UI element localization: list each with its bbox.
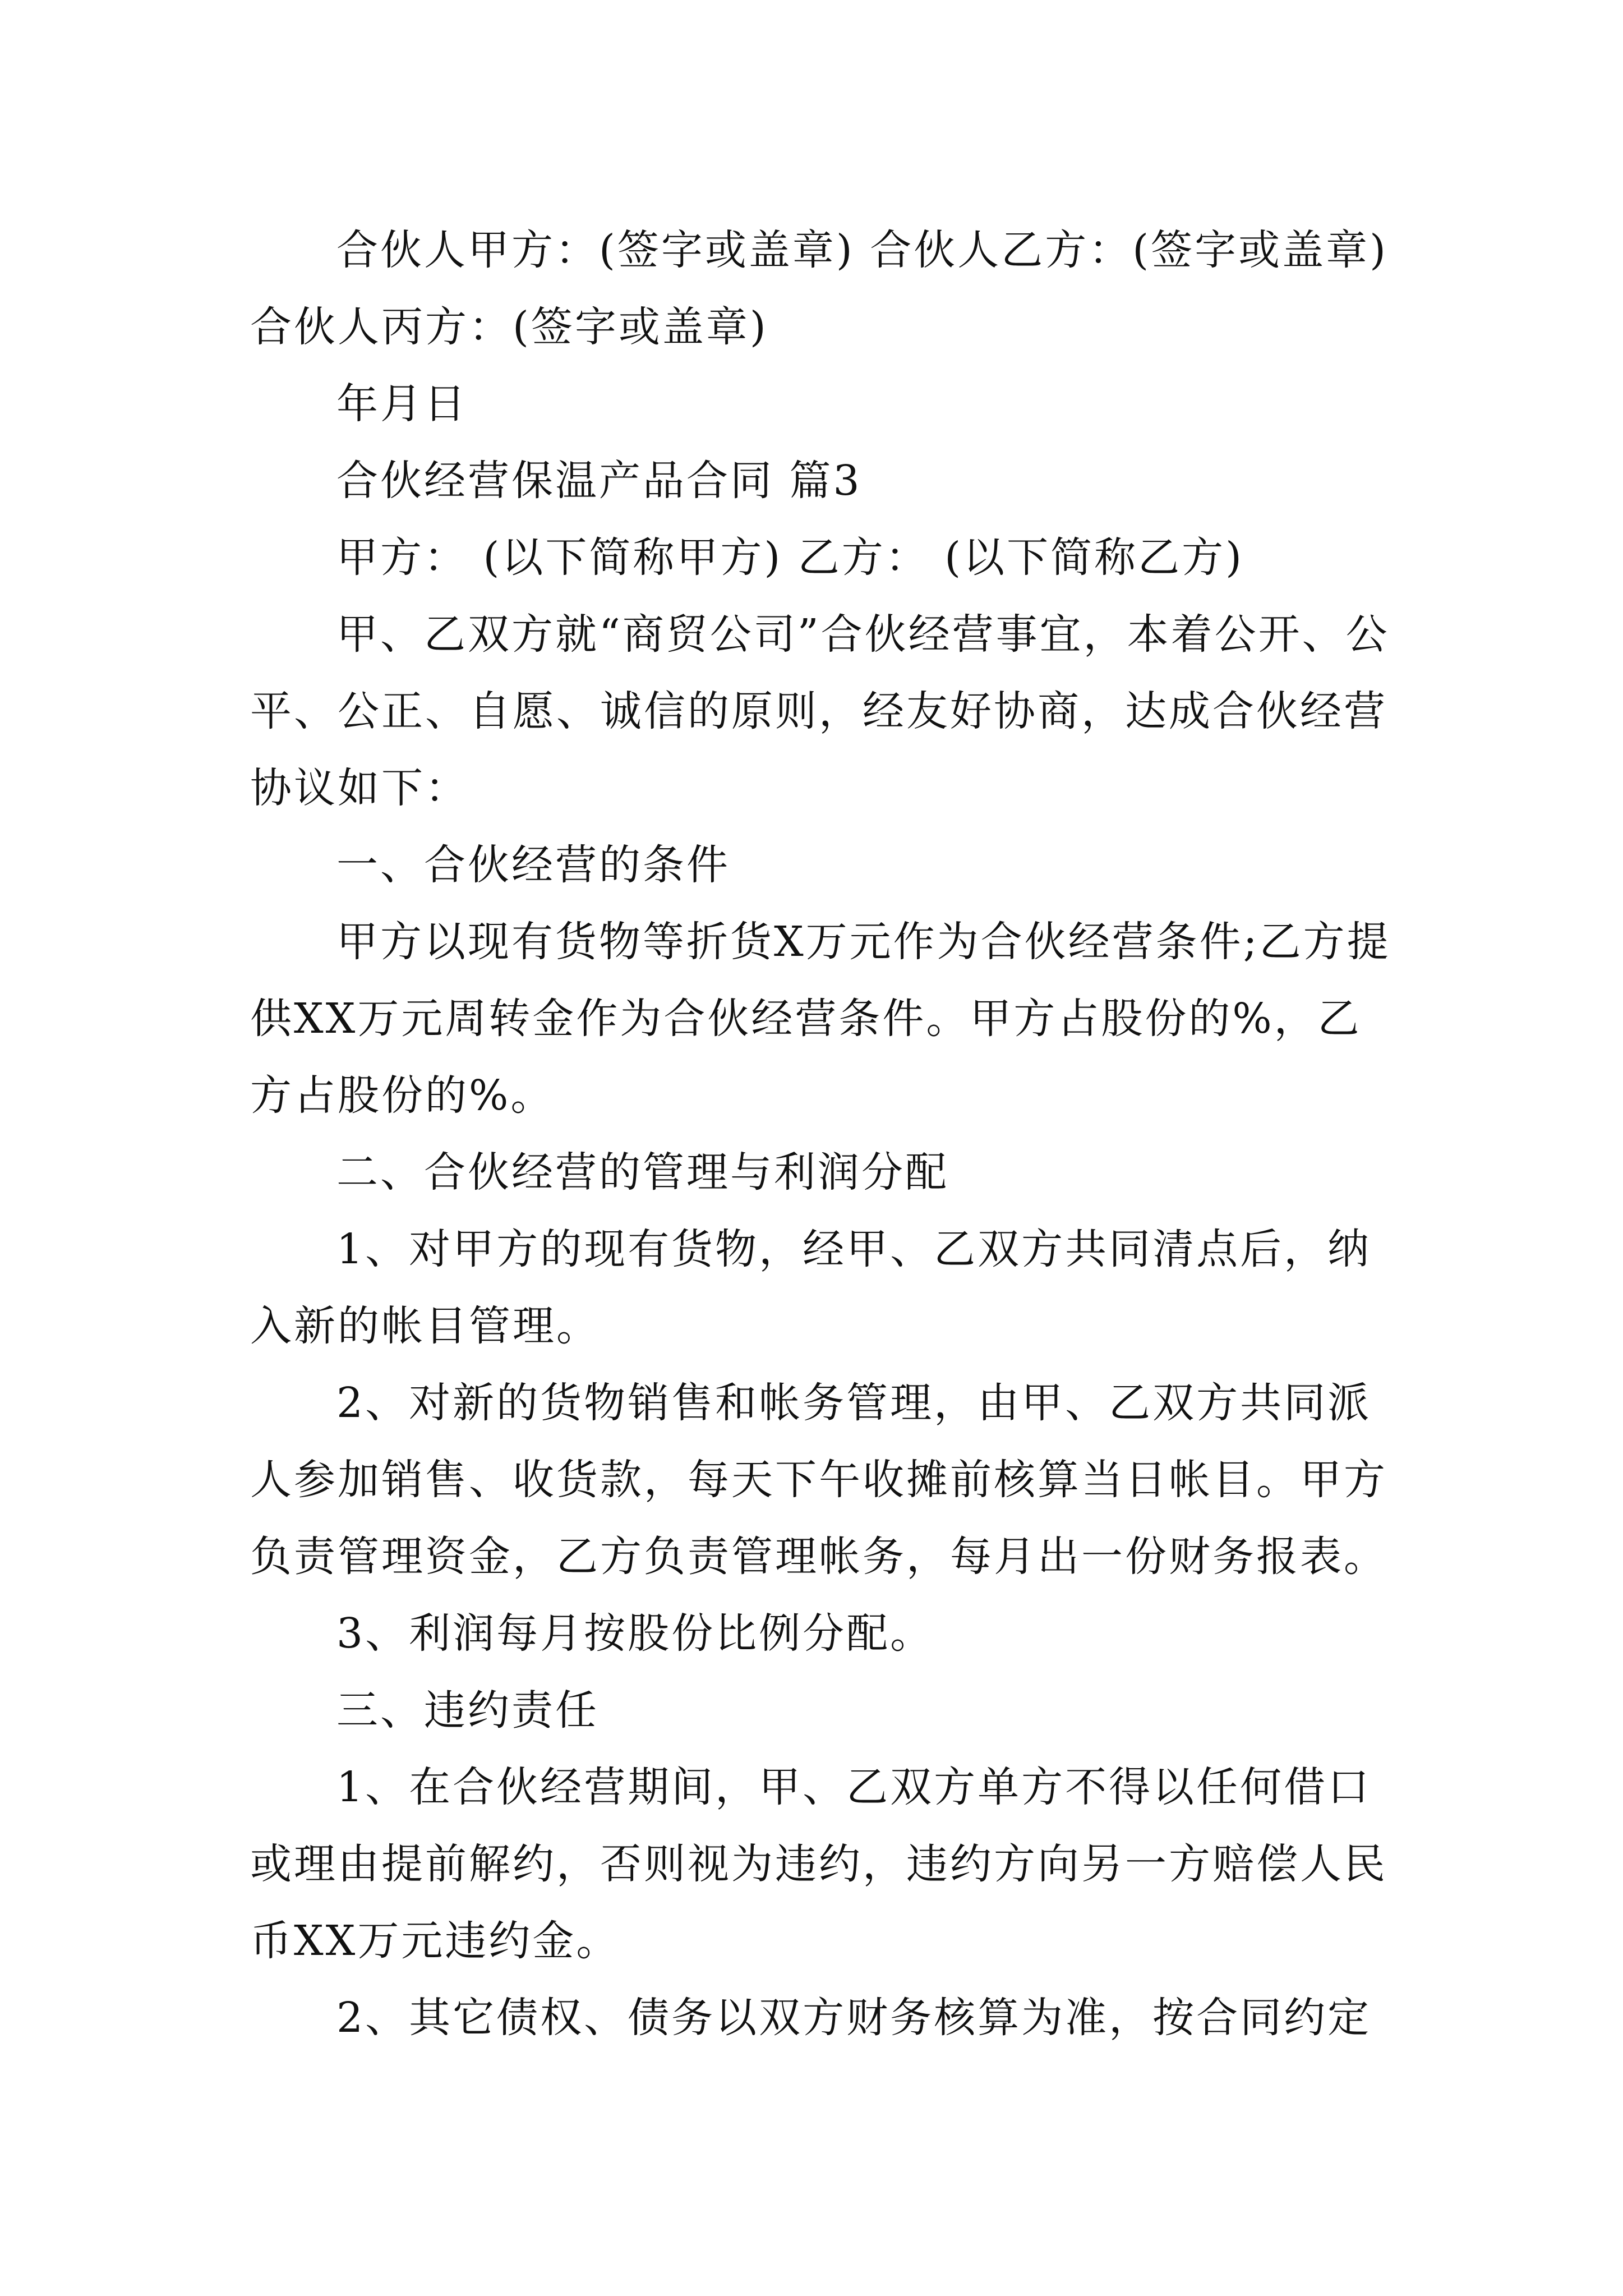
- document-body: [250, 212, 1394, 2056]
- section-heading-2: 二、合伙经营的管理与利润分配: [336, 1148, 949, 1197]
- contract-title: 合伙经营保温产品合同 篇3: [336, 457, 862, 505]
- intro-paragraph: 甲、乙双方就“商贸公司”合伙经营事宜，本着公开、公平、公正、自愿、诚信的原则，经友好协商，达成合伙经营协议如下：: [250, 610, 1390, 812]
- parties-line: 甲方： (以下简称甲方) 乙方： (以下简称乙方): [336, 533, 1244, 582]
- section-heading-3: 三、违约责任: [336, 1686, 599, 1734]
- signature-line: 合伙人甲方：(签字或盖章) 合伙人乙方：(签字或盖章) 合伙人丙方：(签字或盖章): [250, 226, 1389, 351]
- section-1-paragraph: 甲方以现有货物等折货X万元作为合伙经营条件;乙方提供XX万元周转金作为合伙经营条件。甲方占股份的%，乙方占股份的%。: [250, 918, 1391, 1120]
- date-line: 年月日: [336, 380, 468, 428]
- clause-2-1: 1、对甲方的现有货物，经甲、乙双方共同清点后，纳入新的帐目管理。: [250, 1225, 1372, 1350]
- clause-2-2: 2、对新的货物销售和帐务管理，由甲、乙双方共同派人参加销售、收货款，每天下午收摊前核算当日帐目。甲方负责管理资金，乙方负责管理帐务，每月出一份财务报表。: [250, 1379, 1387, 1581]
- clause-2-3: 3、利润每月按股份比例分配。: [336, 1609, 934, 1658]
- section-heading-1: 一、合伙经营的条件: [336, 841, 730, 889]
- clause-3-2: 2、其它债权、债务以双方财务核算为准，按合同约定: [336, 1994, 1372, 2042]
- clause-3-1: 1、在合伙经营期间，甲、乙双方单方不得以任何借口或理由提前解约，否则视为违约，违约方向另一方赔偿人民币XX万元违约金。: [250, 1763, 1387, 1965]
